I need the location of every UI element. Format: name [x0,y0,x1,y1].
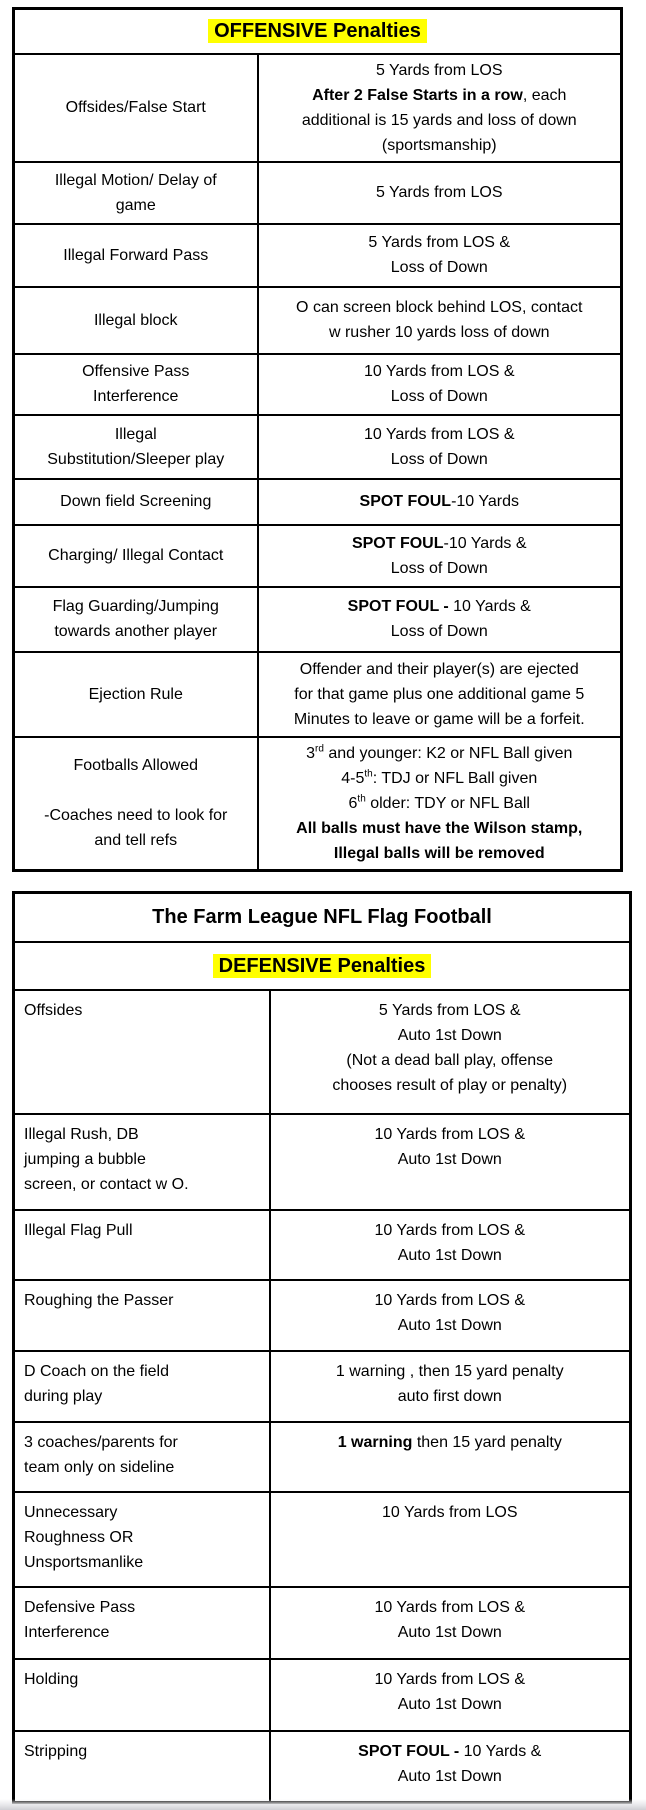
penalty-label-cell [14,1280,270,1351]
text-line [267,133,613,158]
text-line [267,619,613,644]
penalty-label-cell [14,652,258,737]
text-segment: SPOT FOUL - [358,1743,464,1760]
text-segment: screen, or contact w O. [24,1176,189,1193]
penalty-value-cell [258,54,622,162]
text-segment: O can screen block behind LOS, contact [296,299,583,316]
text-segment: 10 Yards from LOS & [374,1292,526,1309]
offensive-penalties-title: OFFENSIVE Penalties [208,19,427,43]
penalty-value-cell [270,1659,631,1731]
penalty-value-cell [258,652,622,737]
penalty-row-ejection-rule [14,652,622,737]
text-segment: Flag Guarding/Jumping [52,598,219,615]
penalty-label-cell [14,525,258,587]
text-segment: jumping a bubble [24,1151,146,1168]
penalty-row-charging-illegal-contact [14,525,622,587]
text-line [24,1430,263,1455]
offensive-penalties-table [12,7,623,872]
text-segment: Loss of Down [390,388,488,405]
text-segment: (Not a dead ball play, offense [346,1052,554,1069]
text-segment: Roughness OR [24,1529,134,1546]
text-line [267,447,613,472]
text-segment: Illegal Forward Pass [63,246,209,264]
penalty-row-roughing-the-passer [14,1280,631,1351]
text-line [23,95,249,120]
text-segment: : TDJ or NFL Ball given [372,769,538,787]
penalty-value-cell [270,1731,631,1802]
text-line [24,1595,263,1620]
penalty-value-cell [258,162,622,224]
text-segment: SPOT FOUL [351,534,444,552]
text-line [23,594,249,619]
text-line [267,766,613,791]
penalty-value-cell [258,587,622,652]
penalty-value-cell [270,1587,631,1659]
text-line [24,1288,263,1313]
text-line [267,359,613,384]
offensive-header-cell [14,9,622,54]
text-segment: 5 Yards from LOS [375,61,503,79]
penalty-row-illegal-flag-pull [14,1210,631,1280]
text-segment: Offsides [24,1002,83,1019]
text-segment: Unsportsmanlike [24,1554,144,1571]
penalty-label-cell [14,1492,270,1587]
text-segment: After 2 False Starts in a row [312,86,523,104]
penalty-label-cell [14,415,258,479]
text-line [24,1739,263,1764]
text-segment: additional is 15 yards and loss of down [301,111,577,129]
page-bottom-edge [0,1799,646,1810]
text-segment: Loss of Down [390,450,488,468]
penalty-row-unnecessary-roughness-unsportsmanlike [14,1492,631,1587]
text-segment: -10 Yards & [443,534,527,552]
text-segment: Stripping [24,1743,88,1760]
text-line [23,384,249,409]
text-line [267,816,613,841]
text-segment: -10 Yards [451,493,519,510]
text-line [267,108,613,133]
penalty-label-cell [14,54,258,162]
penalty-value-cell [270,990,631,1114]
text-line [279,1073,622,1098]
penalty-value-cell [270,1492,631,1587]
text-line [279,1692,622,1717]
text-line [279,1667,622,1692]
penalty-row-illegal-substitution-sleeper-play [14,415,622,479]
text-segment: 10 Yards from LOS & [374,1671,526,1688]
text-segment: 1 warning [337,1434,413,1451]
text-line [279,1243,622,1268]
text-segment: Offender and their player(s) are ejected [299,660,579,678]
text-line [279,1620,622,1645]
text-segment: D Coach on the field [24,1363,169,1380]
text-line [267,180,613,205]
text-segment: Auto 1st Down [397,1768,502,1785]
text-line [279,1147,622,1172]
text-segment: SPOT FOUL [359,493,452,510]
penalty-label-cell [14,990,270,1114]
text-line [279,1764,622,1789]
text-segment: Down field Screening [60,493,212,510]
penalty-row-illegal-block [14,287,622,354]
text-line [279,1048,622,1073]
text-line [24,1550,263,1575]
text-segment: Interference [24,1624,110,1641]
text-line [279,1313,622,1338]
defensive-penalties-table [12,891,632,1804]
text-line [267,841,613,866]
penalty-label-cell [14,587,258,652]
penalty-value-cell [258,737,622,871]
text-segment: 6 [348,794,358,812]
league-title-row [14,892,631,942]
text-line [24,1384,263,1409]
text-line [24,1455,263,1480]
penalty-value-cell [270,1422,631,1492]
text-segment: All balls must have the Wilson stamp, [296,819,583,837]
text-segment: 10 Yards from LOS & [374,1599,526,1616]
text-segment: Auto 1st Down [397,1696,502,1713]
text-line [23,828,249,853]
text-line [279,1288,622,1313]
penalty-row-flag-guarding-jumping [14,587,622,652]
penalty-value-cell [258,479,622,525]
text-segment: 10 Yards from LOS & [363,363,515,380]
text-line [23,447,249,472]
penalty-label-cell [14,1587,270,1659]
text-segment: Loss of Down [390,259,488,276]
penalty-value-cell [270,1280,631,1351]
penalty-row-defensive-pass-interference [14,1587,631,1659]
text-line [23,422,249,447]
penalty-value-cell [258,415,622,479]
penalty-label-cell [14,354,258,415]
penalty-label-cell [14,224,258,287]
text-segment: 5 Yards from LOS & [368,234,511,251]
text-segment: Illegal [114,425,157,443]
penalty-value-cell [270,1351,631,1422]
penalty-value-cell [258,287,622,354]
text-segment: Auto 1st Down [397,1624,502,1641]
text-segment: older: TDY or NFL Ball [365,794,530,812]
penalty-label-cell [14,1422,270,1492]
text-line [23,308,249,333]
text-segment: 5 Yards from LOS & [378,1002,521,1019]
text-line [23,193,249,218]
text-segment: Auto 1st Down [397,1247,502,1264]
text-line [279,1122,622,1147]
text-segment: 1 warning , then 15 yard penalty [335,1363,564,1380]
penalty-value-cell [270,1114,631,1210]
defensive-header-cell [14,942,631,990]
text-segment: 3 [306,744,316,762]
text-line [267,531,613,556]
text-line [24,1147,263,1172]
penalty-row-illegal-rush [14,1114,631,1210]
text-segment: 5 Yards from LOS [375,184,503,201]
text-line [24,1620,263,1645]
penalty-label-cell [14,1731,270,1802]
offensive-header-row [14,9,622,54]
text-line [24,1667,263,1692]
text-line [267,707,613,732]
text-segment: rd [315,743,324,755]
text-line [267,295,613,320]
league-title-cell [14,892,631,942]
text-line [24,1122,263,1147]
defensive-penalties-title: DEFENSIVE Penalties [213,954,432,978]
text-segment: 10 Yards from LOS & [374,1126,526,1143]
text-segment: th [357,793,366,805]
text-segment: 10 Yards from LOS & [363,425,515,443]
text-segment: Auto 1st Down [397,1317,502,1334]
text-line [24,1359,263,1384]
penalty-row-three-coaches-parents-sideline [14,1422,631,1492]
text-segment: Offsides/False Start [65,99,206,116]
text-line [23,682,249,707]
text-line [267,556,613,581]
text-segment: Defensive Pass [24,1599,136,1616]
text-segment: Illegal Motion/ Delay of [54,171,217,189]
text-line [279,1500,622,1525]
penalty-value-cell [270,1210,631,1280]
text-line [267,230,613,255]
penalty-label-cell [14,1351,270,1422]
text-segment: Minutes to leave or game will be a forfeit. [293,710,585,728]
text-line [23,803,249,828]
text-segment: for that game plus one additional game 5 [294,685,585,703]
penalty-row-stripping [14,1731,631,1802]
text-segment: Illegal Flag Pull [24,1222,133,1239]
text-segment: w rusher 10 yards loss of down [328,324,550,341]
penalty-row-footballs-allowed [14,737,622,871]
text-segment: Auto 1st Down [397,1151,502,1168]
text-line [23,168,249,193]
text-line [279,1739,622,1764]
penalty-row-illegal-forward-pass [14,224,622,287]
text-segment: Footballs Allowed [73,757,198,774]
text-segment: and younger: K2 or NFL Ball given [323,744,573,762]
text-segment: Holding [24,1671,79,1688]
text-segment: towards another player [54,623,218,640]
text-segment: game [115,196,156,214]
penalty-row-holding [14,1659,631,1731]
text-line [267,657,613,682]
text-segment: Illegal balls will be removed [333,844,545,862]
text-line [267,489,613,514]
text-line [279,1023,622,1048]
text-segment: Ejection Rule [88,685,183,703]
text-line [279,998,622,1023]
league-title: The Farm League NFL Flag Football [152,906,492,929]
penalty-label-cell [14,1210,270,1280]
text-segment: Loss of Down [390,559,488,577]
text-segment: Substitution/Sleeper play [47,450,225,468]
text-line [24,1500,263,1525]
penalty-label-cell [14,287,258,354]
text-line [23,543,249,568]
penalty-label-cell [14,479,258,525]
text-line [267,422,613,447]
text-line [279,1595,622,1620]
text-segment: , each [522,86,567,104]
text-segment: 10 Yards & [463,1743,542,1760]
text-segment: during play [24,1388,103,1405]
penalty-row-offsides-false-start [14,54,622,162]
text-line [267,791,613,816]
text-segment: then 15 yard penalty [412,1434,562,1451]
text-segment: Loss of Down [390,623,488,640]
text-segment: 4-5 [341,769,365,787]
text-line [23,359,249,384]
penalty-row-illegal-motion-delay-of-game [14,162,622,224]
text-line [23,489,249,514]
text-segment: Illegal block [93,311,178,329]
text-segment: 3 coaches/parents for [24,1434,178,1451]
penalty-value-cell [258,354,622,415]
penalty-label-cell [14,737,258,871]
text-segment: SPOT FOUL - [347,598,454,615]
text-line [267,320,613,345]
text-segment: (sportsmanship) [381,136,497,154]
text-segment: Offensive Pass [82,363,190,380]
text-segment: auto first down [397,1388,502,1405]
defensive-header-row [14,942,631,990]
text-line [23,243,249,268]
penalty-label-cell [14,1659,270,1731]
text-line [267,58,613,83]
text-segment: 10 Yards from LOS & [374,1222,526,1239]
text-line [279,1359,622,1384]
text-line [23,778,249,803]
text-segment: -Coaches need to look for [44,807,228,824]
text-line [24,1525,263,1550]
text-line [267,255,613,280]
text-segment: Illegal Rush, DB [24,1126,139,1143]
text-segment: team only on sideline [24,1459,175,1476]
text-line [23,619,249,644]
text-segment: Unnecessary [24,1504,118,1521]
text-segment: chooses result of play or penalty) [332,1077,568,1094]
penalty-row-offsides [14,990,631,1114]
penalty-label-cell [14,1114,270,1210]
text-segment: 10 Yards from LOS [382,1504,518,1521]
text-segment: and tell refs [94,832,178,849]
text-segment: Charging/ Illegal Contact [48,547,224,564]
text-line [279,1218,622,1243]
text-line [24,998,263,1023]
text-line [24,1172,263,1197]
penalty-row-down-field-screening [14,479,622,525]
text-line [279,1430,622,1455]
text-line [23,753,249,778]
text-line [267,741,613,766]
text-segment: Interference [93,388,179,405]
penalty-value-cell [258,224,622,287]
text-segment: Roughing the Passer [24,1292,174,1309]
penalty-row-offensive-pass-interference [14,354,622,415]
text-line [267,83,613,108]
penalty-label-cell [14,162,258,224]
text-line [267,594,613,619]
text-segment: 10 Yards & [453,598,531,615]
penalty-row-d-coach-on-field [14,1351,631,1422]
text-line [267,384,613,409]
text-segment: Auto 1st Down [397,1027,502,1044]
text-line [24,1218,263,1243]
text-segment: th [364,768,373,780]
text-line [279,1384,622,1409]
penalty-value-cell [258,525,622,587]
text-line [267,682,613,707]
